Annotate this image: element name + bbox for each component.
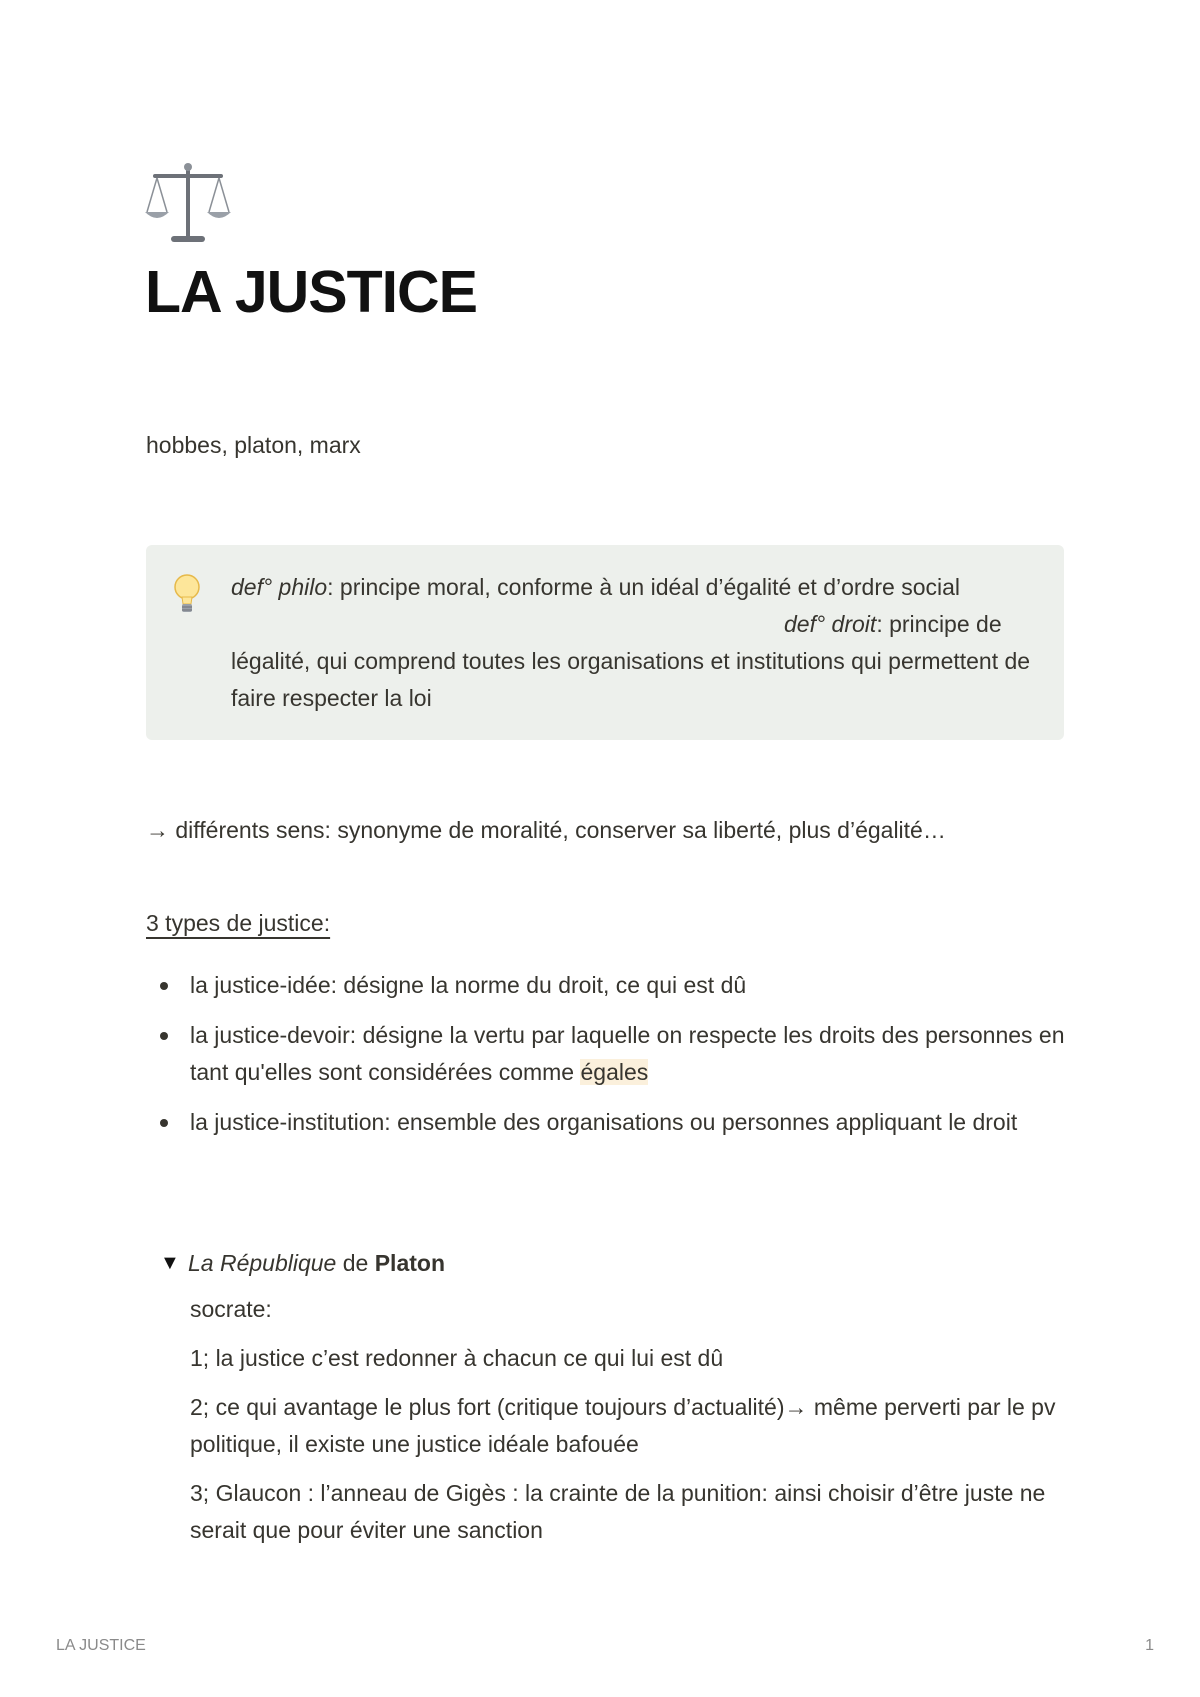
toggle-triangle-icon[interactable]: ▼ xyxy=(160,1252,180,1274)
balance-scale-icon xyxy=(143,160,233,246)
toggle-line: 3; Glaucon : l’anneau de Gigès : la crainte de la punition: ainsi choisir d’être juste ne serait que pour éviter une sanction xyxy=(190,1480,1046,1543)
footer-page-number: 1 xyxy=(1145,1637,1154,1654)
definition-callout xyxy=(146,545,1064,740)
republique-toggle-block xyxy=(160,1245,1080,1561)
types-list xyxy=(146,967,1066,1154)
list-item: la justice-institution: ensemble des organisations ou personnes appliquant le droit xyxy=(146,1104,1066,1141)
work-title: La République xyxy=(188,1250,337,1276)
footer-doc-title: LA JUSTICE xyxy=(56,1637,146,1654)
toggle-line: 2; ce qui avantage le plus fort (critique toujours d’actualité)→ même perverti par le pv politique, il existe une justice idéale bafouée xyxy=(190,1394,1056,1457)
senses-line: → différents sens: synonyme de moralité, conserver sa liberté, plus d’égalité… xyxy=(146,817,946,843)
toggle-line: 1; la justice c’est redonner à chacun ce qui lui est dû xyxy=(190,1345,724,1371)
toggle-content xyxy=(160,1291,1080,1549)
authors-line: hobbes, platon, marx xyxy=(146,432,361,458)
page-title: LA JUSTICE xyxy=(145,259,478,325)
types-heading: 3 types de justice: xyxy=(146,910,331,936)
list-item: la justice-idée: désigne la norme du droit, ce qui est dû xyxy=(146,967,1066,1004)
list-item: la justice-devoir: désigne la vertu par laquelle on respecte les droits des personnes en tant qu'elles sont considérées comme égales xyxy=(146,1017,1066,1091)
toggle-header[interactable]: ▼ La République de Platon xyxy=(160,1245,1080,1282)
toggle-line: socrate: xyxy=(190,1296,272,1322)
def-philo-label: def° philo xyxy=(231,574,328,600)
work-author: Platon xyxy=(374,1250,445,1276)
lightbulb-icon xyxy=(172,573,202,617)
def-philo-text: : principe moral, conforme à un idéal d’égalité et d’ordre social xyxy=(327,574,960,600)
highlighted-word: égales xyxy=(580,1059,649,1085)
callout-text xyxy=(231,569,1031,717)
def-droit-text: : principe de légalité, qui comprend toutes les organisations et institutions qui permettent de faire respecter la loi xyxy=(231,611,1031,711)
def-droit-label: def° droit xyxy=(784,611,877,637)
